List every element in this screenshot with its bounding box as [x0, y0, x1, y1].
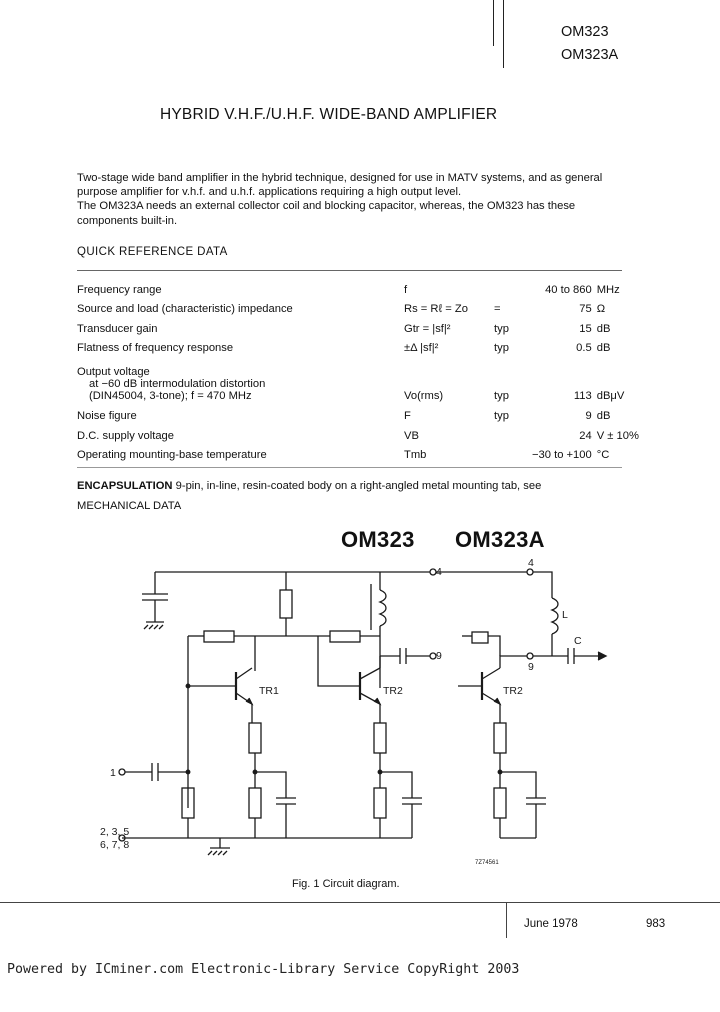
- param-qualifier: typ: [494, 322, 509, 335]
- param-line: Output voltage: [77, 366, 150, 379]
- footer-rule: [0, 902, 720, 903]
- label-tr2b: TR2: [503, 685, 523, 697]
- resistor: [249, 723, 261, 753]
- ground-symbol: [208, 838, 230, 855]
- external-coil: [552, 598, 558, 634]
- param-unit: °C: [596, 449, 610, 462]
- param-name: D.C. supply voltage: [77, 429, 175, 442]
- param-value: −30 to +100: [532, 449, 592, 462]
- param-symbol: Rs = Rℓ = Zo: [404, 303, 468, 316]
- param-qualifier: [494, 422, 532, 442]
- resistor: [494, 723, 506, 753]
- circuit-heading-om323a: OM323A: [455, 527, 545, 552]
- label-tr1: TR1: [259, 685, 279, 697]
- param-value: 15: [579, 322, 592, 335]
- param-value: 24: [579, 429, 592, 442]
- label-tr2: TR2: [383, 685, 403, 697]
- param-qualifier: =: [494, 303, 501, 316]
- decoupling-capacitor: [142, 572, 168, 622]
- figure-caption: Fig. 1 Circuit diagram.: [292, 878, 400, 890]
- param-name: [77, 354, 404, 402]
- label-coil: L: [562, 609, 568, 621]
- param-unit: dBμV: [596, 390, 625, 403]
- part-number-om323a: OM323A: [561, 47, 619, 63]
- table-row: [77, 276, 647, 296]
- page-number: 983: [646, 918, 666, 930]
- param-unit: dB: [596, 409, 611, 422]
- param-symbol: Gtr = |sf|²: [404, 322, 451, 335]
- resistor: [494, 788, 506, 818]
- param-unit: Ω: [596, 303, 606, 316]
- terminal-9b: [527, 653, 533, 659]
- circuit-diagram: [100, 558, 620, 870]
- param-qualifier: [494, 276, 532, 296]
- table-bottom-rule: [77, 467, 622, 468]
- param-name: Source and load (characteristic) impedance: [77, 303, 293, 316]
- watermark-text: Powered by ICminer.com Electronic-Library Service CopyRight 2003: [7, 962, 520, 977]
- param-unit: V ± 10%: [596, 429, 639, 442]
- param-qualifier: [494, 442, 532, 462]
- param-value: 40 to 860: [545, 283, 592, 296]
- encapsulation-label: ENCAPSULATION: [77, 480, 173, 492]
- label-pin1: 1: [110, 767, 116, 779]
- resistor: [374, 788, 386, 818]
- collector-coil: [380, 590, 386, 626]
- param-unit: MHz: [596, 283, 620, 296]
- param-symbol: ±Δ |sf|²: [404, 342, 439, 355]
- quick-reference-table: [77, 276, 647, 461]
- header-side-line: [503, 0, 504, 68]
- table-row: [77, 402, 647, 422]
- param-unit: dB: [596, 342, 611, 355]
- resistor: [330, 631, 360, 642]
- param-name: Flatness of frequency response: [77, 342, 234, 355]
- param-symbol: F: [404, 409, 411, 422]
- param-qualifier: typ: [494, 390, 509, 403]
- encapsulation-body: 9-pin, in-line, resin-coated body on a right-angled metal mounting tab, see MECHANICAL DATA: [77, 480, 542, 512]
- param-name: Noise figure: [77, 409, 137, 422]
- table-top-rule: [77, 270, 622, 271]
- label-pin4: 4: [436, 566, 442, 578]
- param-symbol: Tmb: [404, 449, 427, 462]
- label-pin4b: 4: [528, 558, 534, 569]
- table-row: [77, 315, 647, 335]
- external-capacitor: [533, 648, 605, 664]
- param-symbol: f: [404, 283, 408, 296]
- label-ground-pins-b: 6, 7, 8: [100, 839, 130, 851]
- intro-paragraph-2: The OM323A needs an external collector coil and blocking capacitor, whereas, the OM323 has these components built-in.: [77, 200, 576, 227]
- resistor: [280, 590, 292, 618]
- part-number-om323: OM323: [561, 24, 609, 40]
- param-qualifier: typ: [494, 342, 509, 355]
- circuit-heading-om323: OM323: [341, 527, 415, 552]
- label-ground-pins-a: 2, 3, 5: [100, 826, 130, 838]
- intro-paragraph-1: Two-stage wide band amplifier in the hybrid technique, designed for use in MATV systems, and as general purpose amplifier for v.h.f. and u.h.f. applications requiring a high output level.: [77, 172, 603, 199]
- encapsulation-text: [77, 476, 597, 516]
- terminal-4b: [527, 569, 533, 575]
- param-name: Operating mounting-base temperature: [77, 449, 267, 462]
- param-value: 113: [573, 390, 592, 403]
- page-title: HYBRID V.H.F./U.H.F. WIDE-BAND AMPLIFIER: [160, 106, 498, 123]
- resistor: [472, 632, 488, 643]
- resistor: [204, 631, 234, 642]
- table-row: [77, 296, 647, 316]
- param-symbol: VB: [404, 429, 419, 442]
- resistor: [249, 788, 261, 818]
- header-divider-line: [493, 0, 494, 46]
- param-name: Transducer gain: [77, 322, 158, 335]
- label-drawing-number: 7Z74561: [475, 860, 499, 866]
- param-name: Frequency range: [77, 283, 162, 296]
- param-value: 75: [579, 303, 592, 316]
- label-capacitor: C: [574, 635, 582, 647]
- label-pin9: 9: [436, 650, 442, 662]
- ground-symbol: [144, 622, 164, 629]
- input-capacitor: [125, 763, 188, 781]
- publication-date: June 1978: [524, 918, 578, 930]
- footer-divider: [506, 902, 507, 938]
- resistor: [374, 723, 386, 753]
- param-symbol: Vo(rms): [404, 390, 444, 403]
- param-line: (DIN45004, 3-tone); f = 470 MHz: [89, 390, 252, 403]
- param-qualifier: typ: [494, 409, 509, 422]
- terminal-1: [119, 769, 125, 775]
- param-value: 9: [585, 409, 592, 422]
- param-unit: dB: [596, 322, 611, 335]
- output-capacitor: [380, 648, 430, 664]
- table-row: [77, 442, 647, 462]
- quick-reference-heading: QUICK REFERENCE DATA: [77, 246, 228, 258]
- table-row: [77, 335, 647, 355]
- label-pin9b: 9: [528, 661, 534, 673]
- table-row: [77, 354, 647, 402]
- emitter-capacitor: [500, 772, 546, 838]
- param-value: 0.5: [576, 342, 592, 355]
- intro-text: [77, 171, 637, 228]
- param-line: at −60 dB intermodulation distortion: [89, 378, 266, 391]
- table-row: [77, 422, 647, 442]
